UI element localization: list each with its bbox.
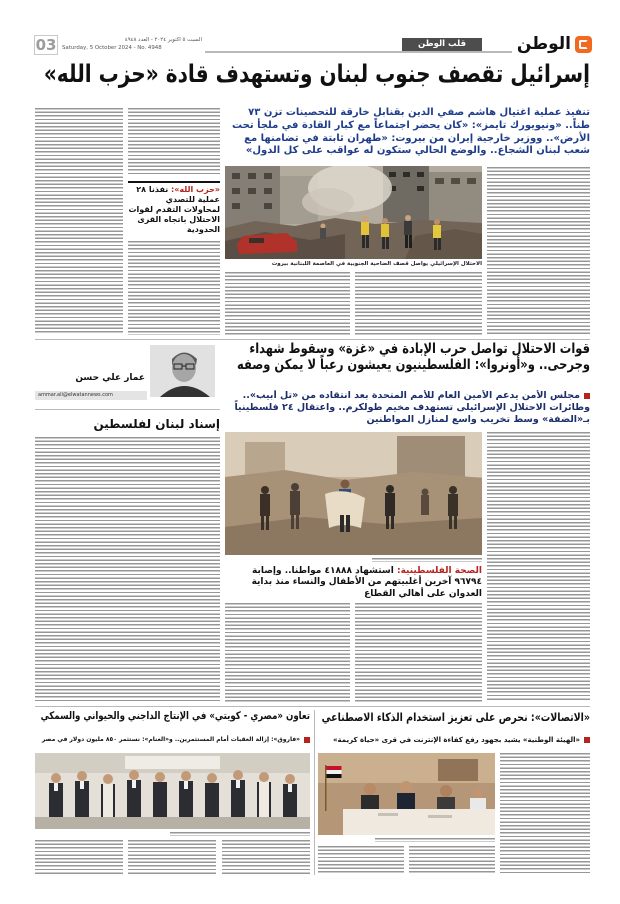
egypt-kuwait-headline[interactable]: تعاون «مصري - كويتي» في الإنتاج الداجني والحيواني والسمكي (40, 711, 310, 722)
egypt-kuwait-subheadline (35, 733, 310, 747)
opinion-body-text (35, 437, 220, 702)
author-name[interactable]: عمار علي حسن (75, 373, 145, 383)
logo-text: الوطن (516, 33, 571, 54)
body-text-column (128, 840, 216, 875)
health-text: استشهاد ٤١٨٨٨ مواطناً.. وإصابة ٩٦٧٩٤ آخرين أغلبيتهم من الأطفال والنساء منذ بداية العدوان على أهالي القطاع (251, 566, 482, 599)
lead-deck: تنفيذ عملية اغتيال هاشم صفي الدين بقنابل خارقة للتحصينات تزن ٧٣ طناً.. «ونيويورك تايمز»: «كان يحضر اجتماعاً مع كبار القادة في ملجأ تحت الأرض».. ووزير خارجية إيران من بيروت: «طهران ثابتة في تضامنها مع شعب لبنان الشجاع.. والوضع الحالي ستكون له عواقب على كل الدول» (232, 107, 590, 157)
body-text-column (318, 846, 404, 875)
section-divider (35, 339, 590, 340)
body-text-column (487, 432, 590, 702)
lead-photo[interactable] (225, 166, 482, 259)
body-text-column (500, 753, 590, 875)
masthead-rule (205, 51, 512, 53)
gaza-photo[interactable] (225, 432, 482, 555)
body-text-column (35, 840, 123, 875)
newspaper-logo[interactable] (516, 32, 592, 56)
telecom-photo[interactable] (318, 753, 495, 835)
telecom-headline[interactable]: «الاتصالات»: نحرص على تعزيز استخدام الذكاء الاصطناعي (321, 711, 590, 724)
health-ministry-headline[interactable] (225, 566, 482, 599)
section-label[interactable]: قلب الوطن (402, 38, 482, 51)
lead-photo-caption: الاحتلال الإسرائيلي يواصل قصف الضاحية الجنوبية في العاصمة اللبنانية بيروت (271, 261, 482, 267)
sidebar-text: نفذنا ٢٨ عملية للتصدي لمحاولات التقدم لقوات الاحتلال باتجاه القرى الحدودية (128, 185, 220, 234)
gaza-headline[interactable]: قوات الاحتلال تواصل حرب الإبادة في «غزة» وسقوط شهداء وجرحى.. و«أونروا»: الفلسطينيون يعيشون رعباً لا يمكن وصفه (236, 342, 590, 373)
group-photo[interactable] (35, 753, 310, 829)
bullet-square-icon (584, 737, 590, 743)
opinion-title[interactable]: إسناد لبنان لفلسطين (93, 417, 220, 431)
date-english: Saturday, 5 October 2024 - No. 4948 (62, 45, 162, 51)
column-divider (314, 710, 315, 875)
gaza-deck (225, 390, 590, 428)
body-text-column (487, 167, 590, 335)
body-text-column (355, 272, 482, 335)
gaza-deck-text: مجلس الأمن يدعم الأمين العام للأمم المتحدة بعد انتقاده من «تل أبيب».. وطائرات الاحتلال الإسرائيلى تستهدف مخيم طولكرم.. واعتقال ٢٤ فلسطينياً بـ«الضفة» وسط تخريب واسع لمنازل المواطنين (234, 390, 590, 426)
telecom-subheadline-text: «الهيئة الوطنية» يشيد بجهود رفع كفاءة الإنترنت في قرى «حياة كريمة» (333, 736, 580, 744)
body-text-column (128, 241, 220, 335)
section-divider (35, 706, 590, 707)
page-number: 03 (35, 36, 57, 54)
logo-mark-icon (575, 36, 592, 53)
body-text-column (222, 840, 310, 875)
sidebar-label: «حزب الله»: (171, 185, 220, 194)
telecom-photo-caption (375, 838, 495, 842)
body-text-column (355, 603, 482, 702)
body-text-column (128, 108, 220, 176)
date-arabic: السبت ٥ أكتوبر ٢٠٢٤ - العدد ٤٩٤٨ (124, 37, 202, 43)
group-photo-caption (170, 832, 310, 836)
author-photo (150, 345, 215, 397)
egypt-kuwait-subheadline-text: «فاروق»: إزالة العقبات أمام المستثمرين.. و«الغنام»: نستثمر ٨٥٠ مليون دولار في مصر (41, 736, 300, 743)
lead-headline[interactable]: إسرائيل تقصف جنوب لبنان وتستهدف قادة «حزب الله» (43, 60, 590, 88)
bullet-square-icon (304, 737, 310, 743)
body-text-column (35, 108, 123, 335)
health-label: الصحة الفلسطينية: (396, 566, 482, 576)
body-text-column (225, 603, 350, 702)
author-email[interactable]: ammar.ali@elwatannews.com (35, 391, 147, 400)
gaza-photo-caption (372, 558, 482, 562)
body-text-column (409, 846, 495, 875)
telecom-subheadline (318, 733, 590, 747)
opinion-rule (35, 409, 220, 410)
bullet-square-icon (584, 393, 590, 399)
body-text-column (225, 272, 350, 335)
hezbollah-sidebar-headline[interactable] (128, 181, 220, 236)
